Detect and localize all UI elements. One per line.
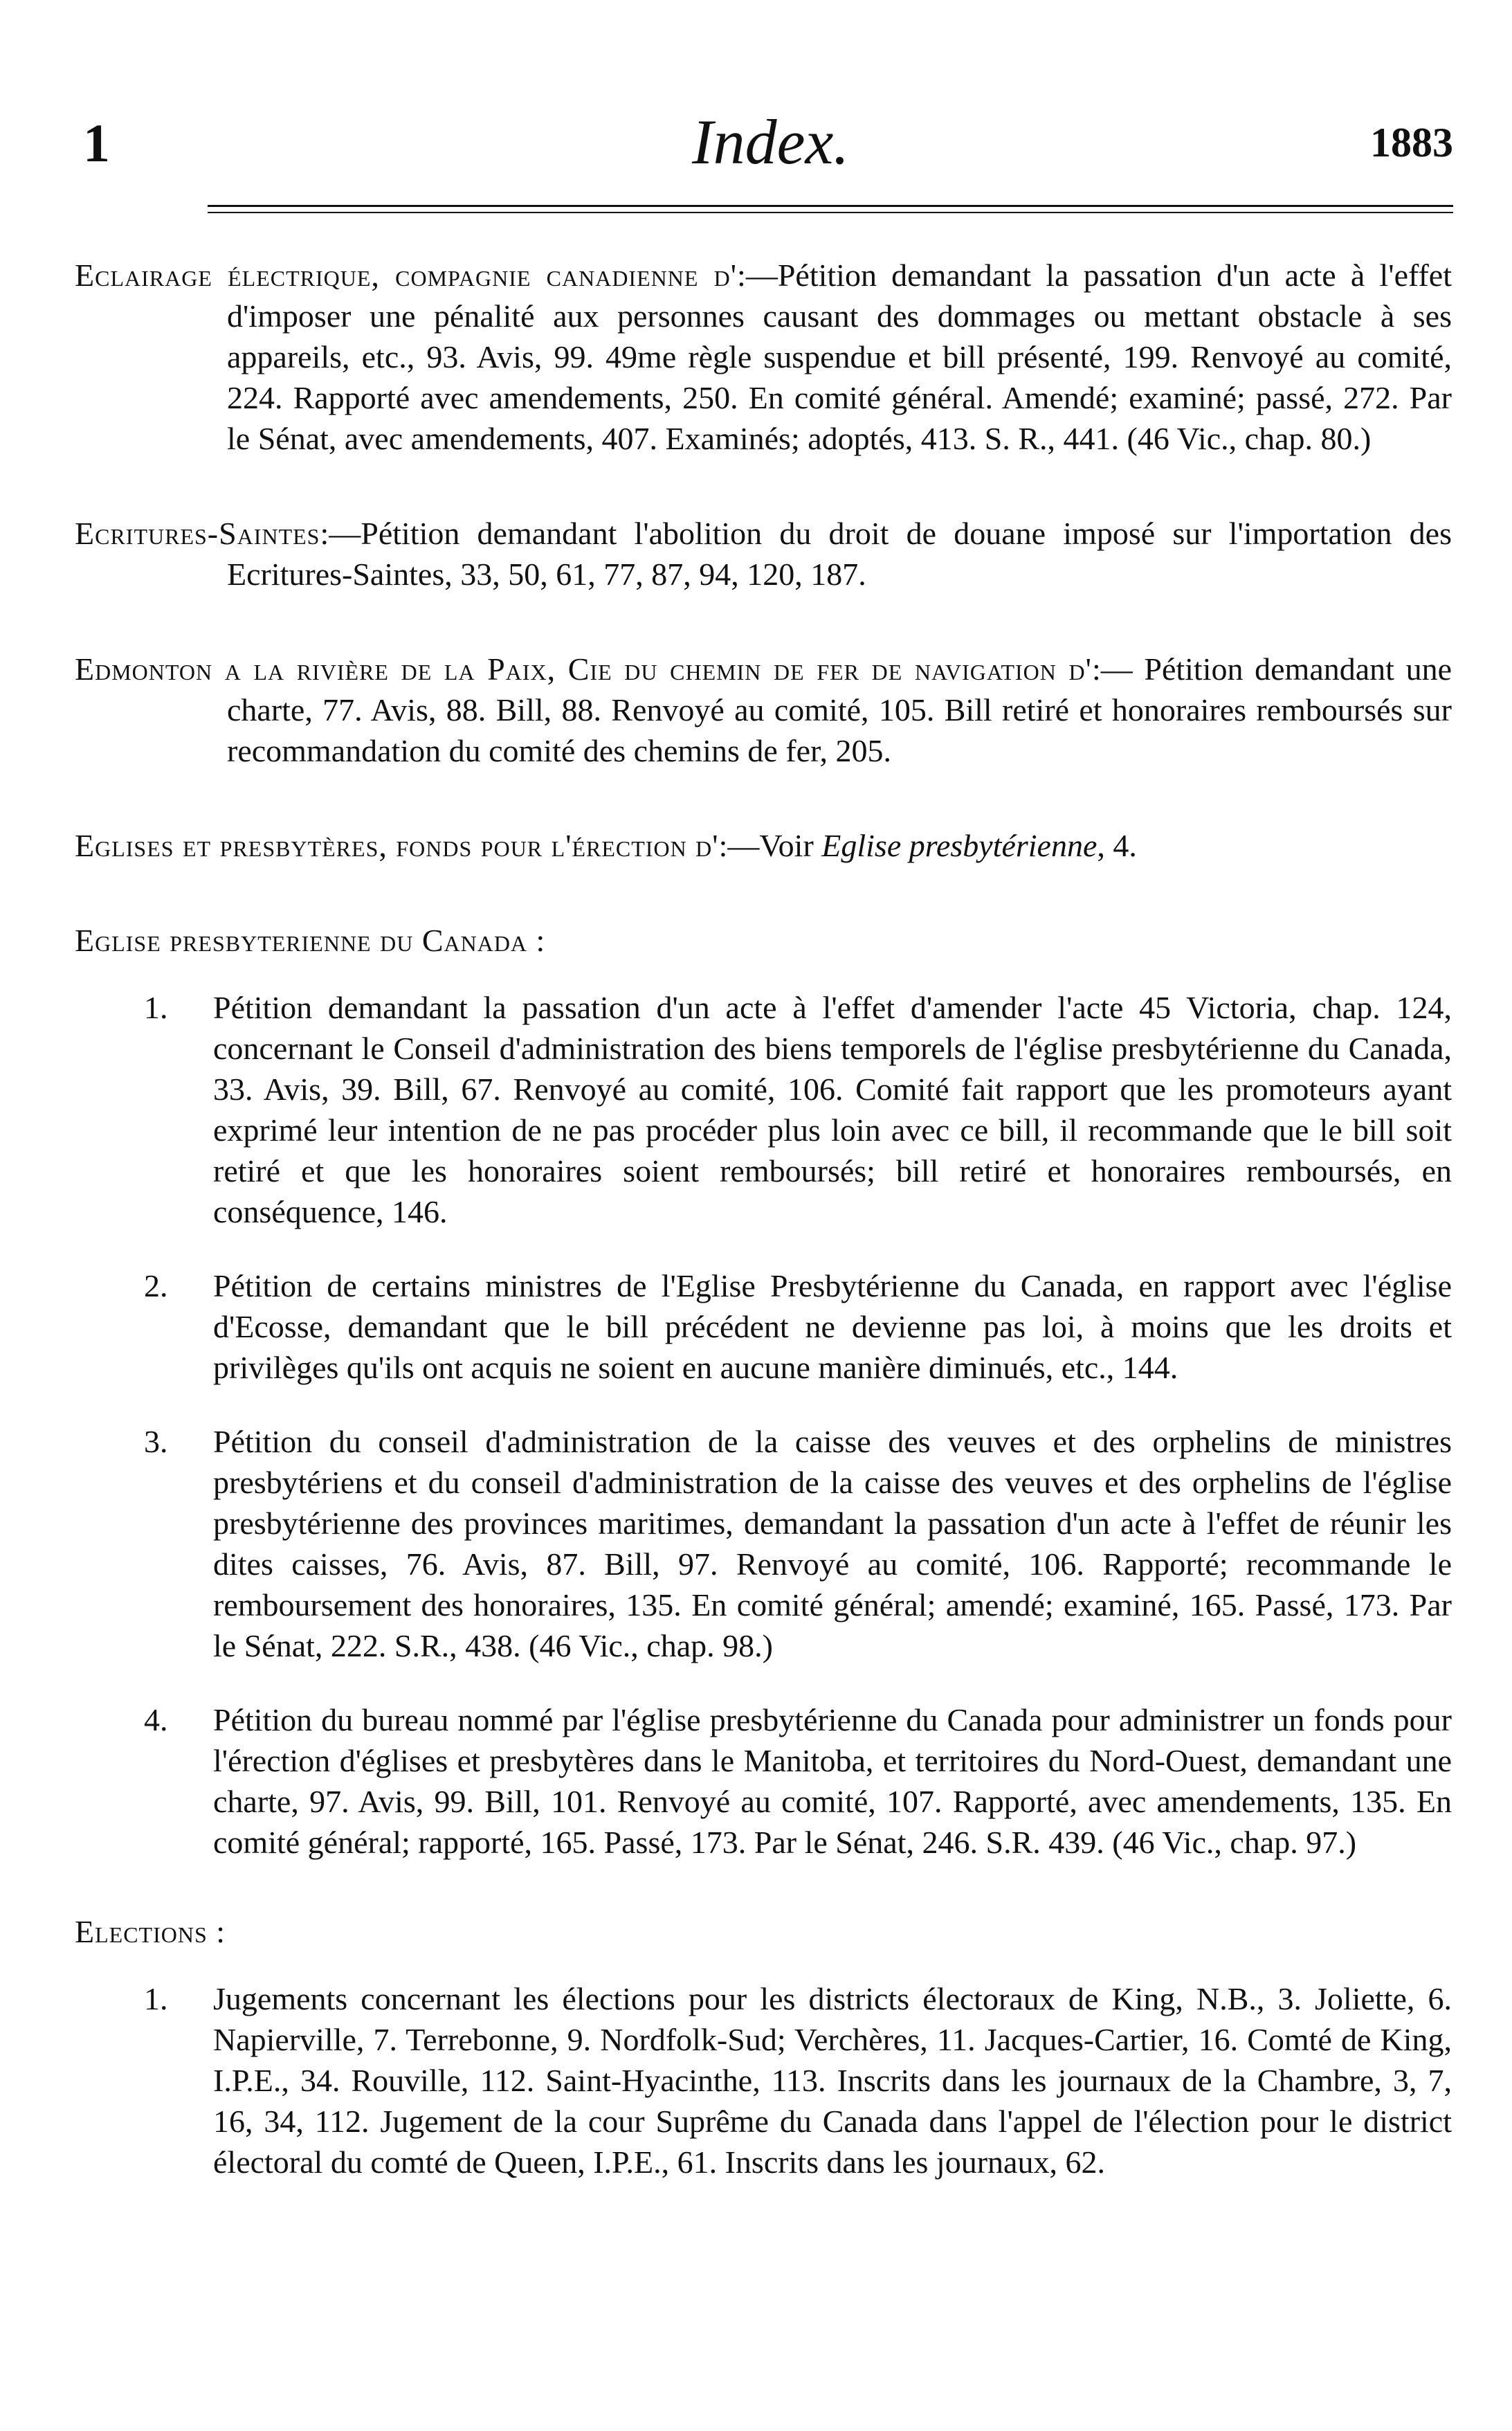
item-text: Jugements concernant les élections pour les districts électoraux de King, N.B., 3. Joliette, 6. Napierville, 7. Terrebonne, 9. Nordfolk-Sud; Verchères, 11. Jacques-Cartier, 16. Comté de King, I.P.E., 34. Rouville, 112. Saint-Hyacinthe, 113. Inscrits dans les journaux de la Chambre, 3, 7, 16, 34, 112. Jugement de la cour Suprême du Canada dans l'appel de l'élection pour le district électoral du comté de Queen, I.P.E., 61. Inscrits dans les journaux, 62. [213, 1981, 1452, 2180]
list-item [75, 1978, 1452, 2183]
item-number: 1. [144, 1981, 168, 2016]
list-item [75, 987, 1452, 1232]
list-item [75, 1699, 1452, 1863]
page-year: 1883 [1370, 120, 1453, 165]
item-text: Pétition demandant la passation d'un acte à l'effet d'amender l'acte 45 Victoria, chap. 124, concernant le Conseil d'administration des biens temporels de l'église presbytérienne du Canada, 33. Avis, 39. Bill, 67. Renvoyé au comité, 106. Comité fait rapport que les promoteurs ayant exprimé leur intention de ne pas procéder plus loin avec ce bill, il recommande que le bill soit retiré et que les honoraires soient remboursés; bill retiré et honoraires remboursés, en conséquence, 146. [213, 990, 1452, 1229]
entry-ref-tail: , 4. [1097, 828, 1137, 863]
entry-text: :— Pétition demandant une charte, 77. Avis, 88. Bill, 88. Renvoyé au comité, 105. Bill retiré et honoraires remboursés sur recommandation du comité des chemins de fer, 205. [227, 651, 1452, 768]
index-entry-ecritures [75, 513, 1452, 595]
index-entry-eclairage [75, 255, 1452, 459]
section-elections [75, 1911, 1452, 2183]
item-text: Pétition de certains ministres de l'Eglise Presbytérienne du Canada, en rapport avec l'église d'Ecosse, demandant que le bill précédent ne devienne pas loi, à moins que les droits et privilèges qu'ils ont acquis ne soient en aucune manière diminués, etc., 144. [213, 1268, 1452, 1385]
header-rule-top [208, 205, 1453, 207]
section-head: Eglise presbyterienne du Canada : [75, 923, 546, 958]
index-entry-edmonton [75, 649, 1452, 771]
header-rule-bottom [208, 212, 1453, 213]
item-number: 2. [144, 1268, 168, 1303]
item-text: Pétition du bureau nommé par l'église presbytérienne du Canada pour administrer un fonds pour l'érection d'églises et presbytères dans le Manitoba, et territoires du Nord-Ouest, demandant une charte, 97. Avis, 99. Bill, 101. Renvoyé au comité, 107. Rapporté, avec amendements, 135. En comité général; rapporté, 165. Passé, 173. Par le Sénat, 246. S.R. 439. (46 Vic., chap. 97.) [213, 1702, 1452, 1860]
entry-text: :—Voir [718, 828, 822, 863]
item-number: 3. [144, 1424, 168, 1459]
entry-head: Ecritures-Saintes [75, 516, 320, 551]
item-number: 1. [144, 990, 168, 1025]
entry-head: Edmonton a la rivière de la Paix, Cie du chemin de fer de navigation d' [75, 651, 1092, 687]
index-entry-eglises [75, 825, 1452, 866]
list-item [75, 1421, 1452, 1666]
section-eglise-presbyterienne [75, 920, 1452, 1863]
index-content [75, 255, 1452, 2216]
entry-head: Eglises et presbytères, fonds pour l'érection d' [75, 828, 719, 863]
item-number: 4. [144, 1702, 168, 1737]
entry-text: :—Pétition demandant la passation d'un acte à l'effet d'imposer une pénalité aux personnes causant des dommages ou mettant obstacle à ses appareils, etc., 93. Avis, 99. 49me règle suspendue et bill présenté, 199. Renvoyé au comité, 224. Rapporté avec amendements, 250. En comité général. Amendé; examiné; passé, 272. Par le Sénat, avec amendements, 407. Examinés; adoptés, 413. S. R., 441. (46 Vic., chap. 80.) [227, 257, 1452, 456]
page-header [69, 105, 1453, 181]
list-item [75, 1265, 1452, 1388]
entry-text: :—Pétition demandant l'abolition du droit de douane imposé sur l'importation des Ecritures-Saintes, 33, 50, 61, 77, 87, 94, 120, 187. [227, 516, 1452, 592]
item-text: Pétition du conseil d'administration de la caisse des veuves et des orphelins de ministres presbytériens et du conseil d'administration de la caisse des veuves et des orphelins de l'église presbytérienne des provinces maritimes, demandant la passation d'un acte à l'effet de réunir les dites caisses, 76. Avis, 87. Bill, 97. Renvoyé au comité, 106. Rapporté; recommande le remboursement des honoraires, 135. En comité général; amendé; examiné, 165. Passé, 173. Par le Sénat, 222. S.R., 438. (46 Vic., chap. 98.) [213, 1424, 1452, 1663]
section-head: Elections : [75, 1914, 226, 1949]
page-number: 1 [83, 113, 110, 173]
page-title: Index. [692, 107, 850, 177]
entry-cross-reference: Eglise presbytérienne [821, 828, 1097, 863]
entry-head: Eclairage électrique, compagnie canadienne d' [75, 257, 738, 293]
